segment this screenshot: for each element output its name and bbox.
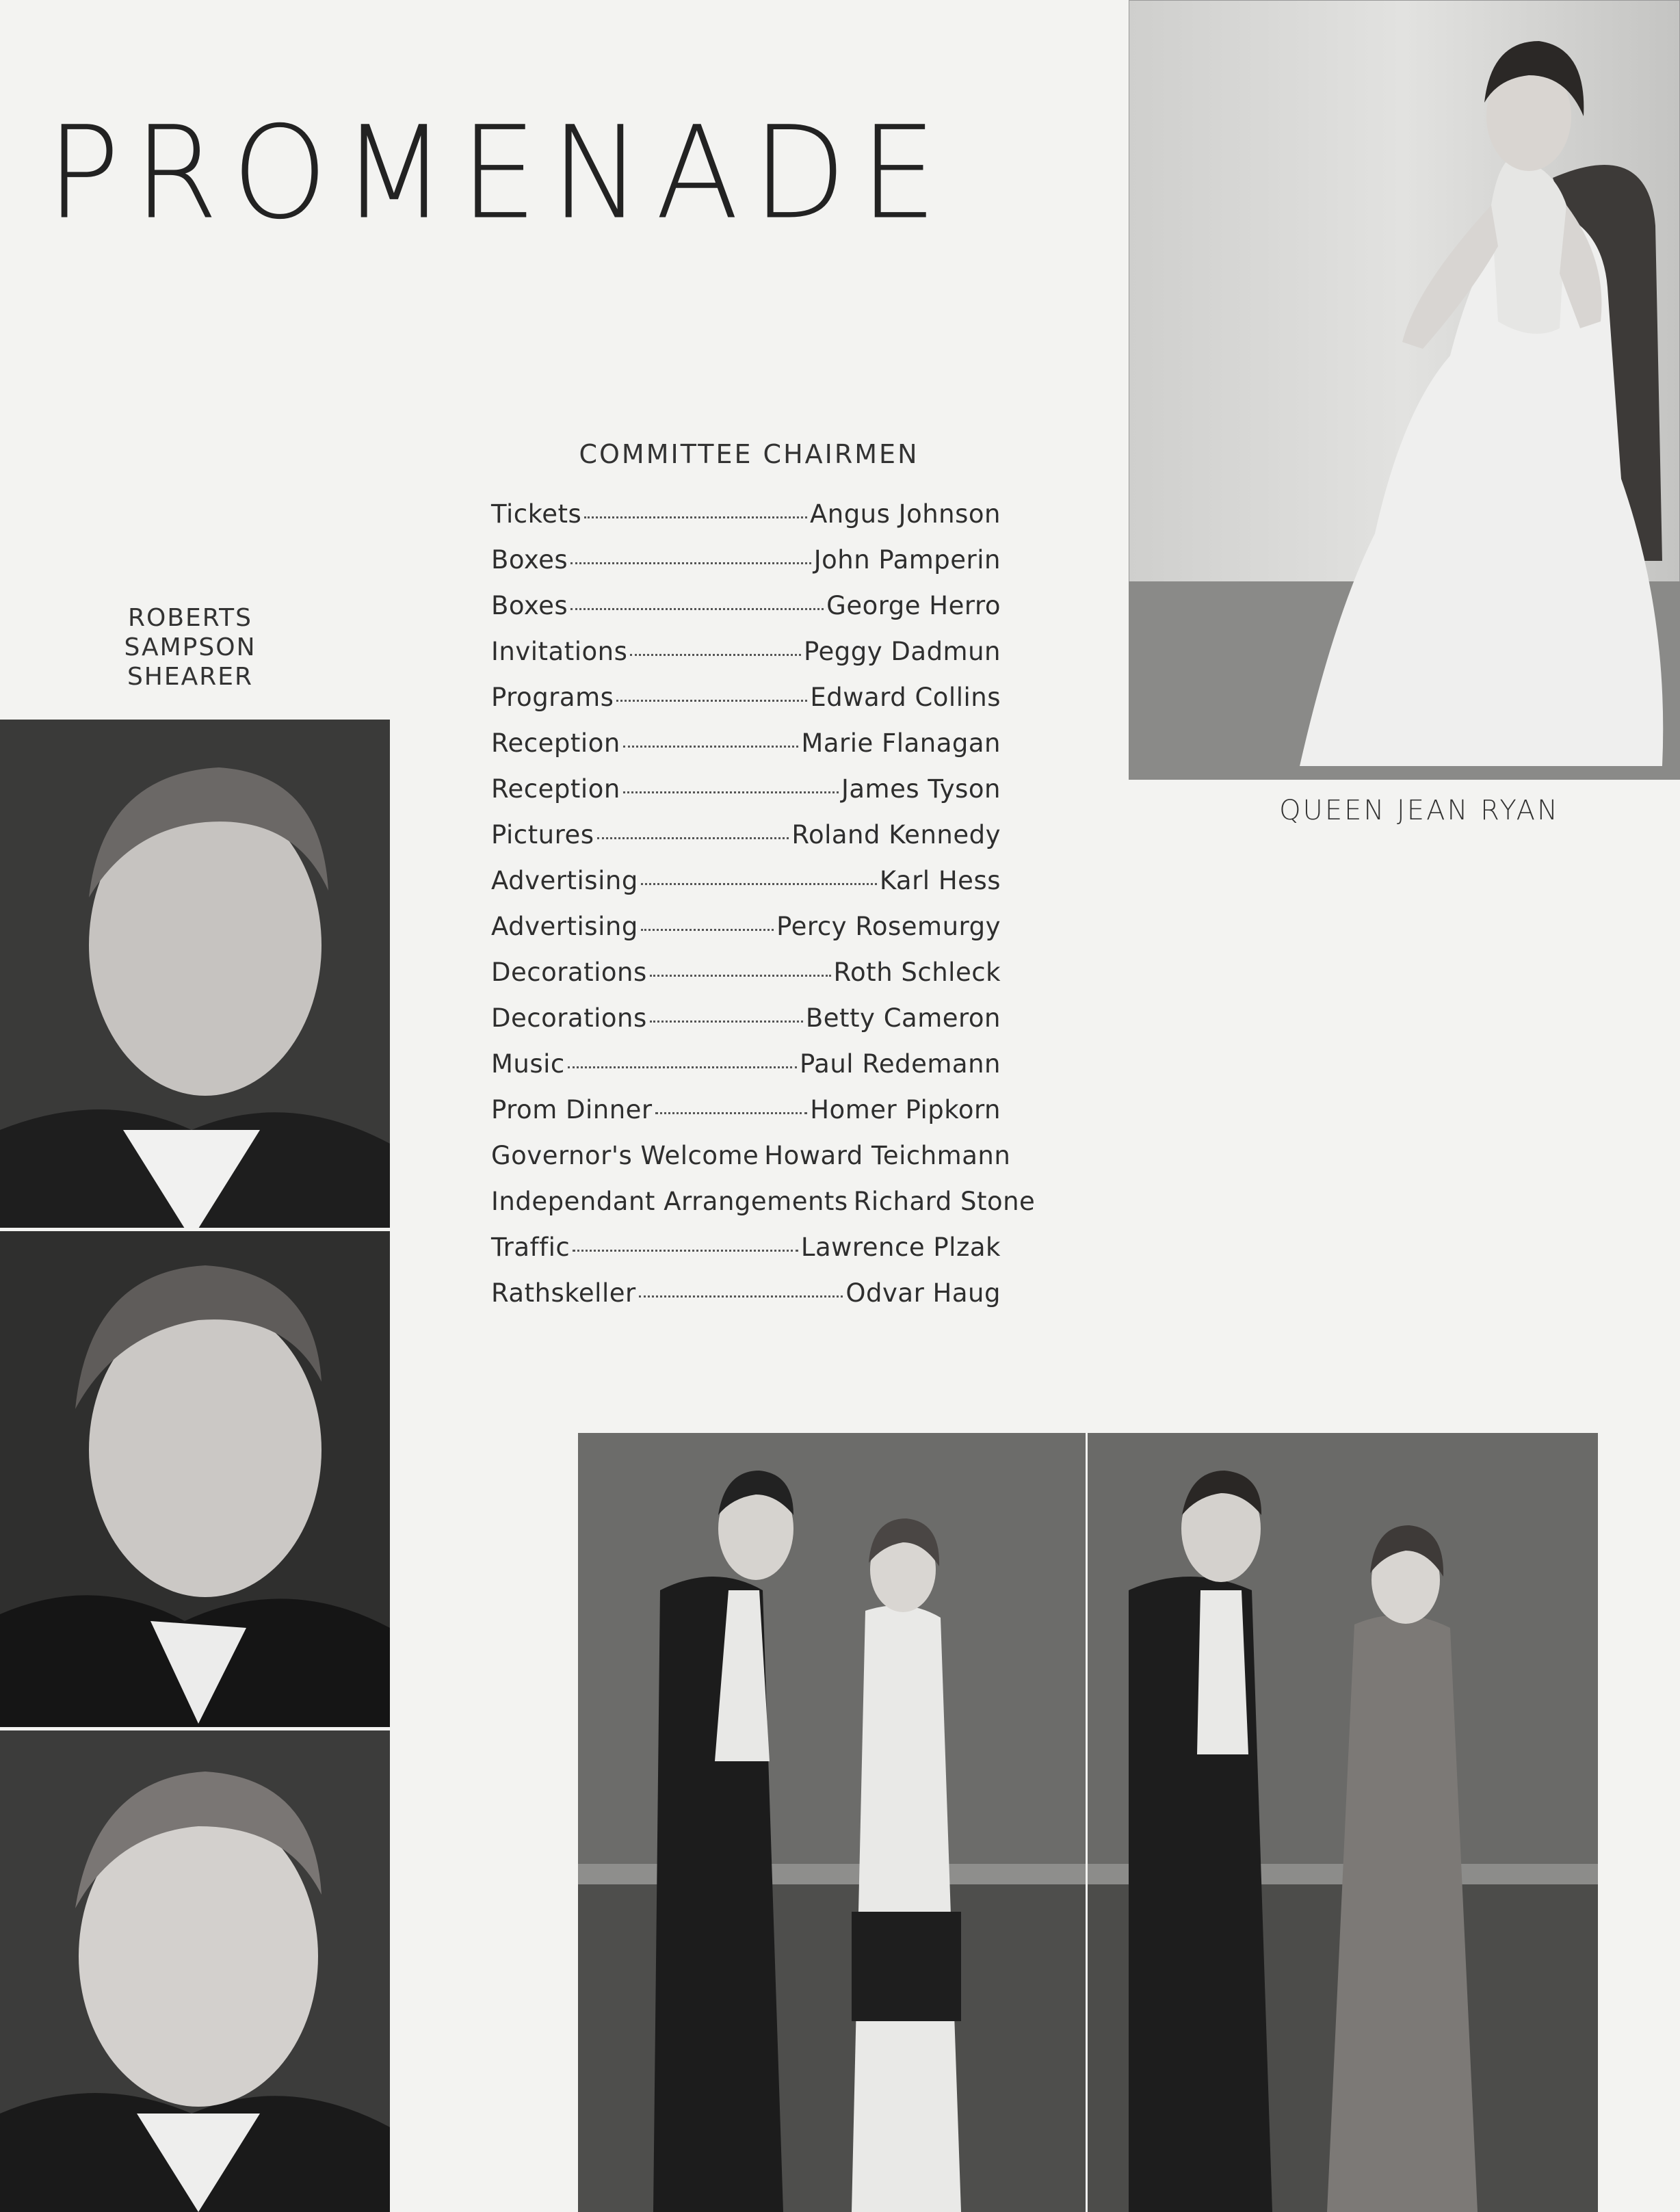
committee-row: [491, 1003, 1001, 1049]
committee-chairman: Peggy Dadmun: [804, 637, 1001, 666]
committee-row: [491, 820, 1001, 866]
committee-role: Decorations: [491, 1003, 647, 1033]
committee-chairman: John Pamperin: [813, 545, 1001, 575]
portrait-names: [96, 603, 285, 692]
portrait-name: SAMPSON: [124, 633, 257, 661]
committee-role: Tickets: [491, 499, 582, 529]
committee-role: Rathskeller: [491, 1278, 636, 1308]
portrait-photo-3: [0, 1730, 390, 2212]
dot-leader: [630, 654, 801, 656]
committee-chairman: Paul Redemann: [800, 1049, 1001, 1079]
couple-photo-2: [1088, 1433, 1598, 2212]
committee-row: [491, 1187, 1036, 1233]
committee-role: Reception: [491, 774, 620, 804]
committee-chairman: Lawrence Plzak: [800, 1233, 1001, 1262]
committee-role: Programs: [491, 683, 614, 712]
dot-leader: [639, 1295, 843, 1298]
committee-chairman: Karl Hess: [879, 866, 1001, 895]
committee-row: [491, 1141, 1011, 1187]
committee-role: Boxes: [491, 591, 568, 620]
dot-leader: [650, 975, 831, 977]
portrait-name: SHEARER: [127, 663, 254, 691]
committee-chairman: Roland Kennedy: [791, 820, 1001, 850]
committee-row: [491, 774, 1001, 820]
portrait-name: ROBERTS: [127, 604, 253, 632]
committee-row: [491, 637, 1001, 683]
committee-role: Invitations: [491, 637, 628, 666]
committee-heading: COMMITTEE CHAIRMEN: [579, 439, 919, 469]
committee-chairman: Odvar Haug: [845, 1278, 1001, 1308]
committee-chairman: Edward Collins: [810, 683, 1001, 712]
committee-role: Decorations: [491, 958, 647, 987]
committee-row: [491, 958, 1001, 1003]
dot-leader: [570, 562, 811, 564]
committee-chairman: Homer Pipkorn: [810, 1095, 1001, 1124]
committee-role: Advertising: [491, 912, 638, 941]
committee-chairman: Betty Cameron: [805, 1003, 1001, 1033]
queen-photo: [1129, 0, 1680, 780]
committee-role: Independant Arrangements: [491, 1187, 848, 1216]
portrait-photo-1: [0, 720, 390, 1228]
committee-row: [491, 1095, 1001, 1141]
committee-row: [491, 728, 1001, 774]
couple-photo-1: [578, 1433, 1086, 2212]
committee-row: [491, 1278, 1001, 1324]
dot-leader: [568, 1066, 797, 1068]
dot-leader: [641, 883, 877, 885]
committee-chairman: Richard Stone: [853, 1187, 1036, 1216]
dot-leader: [650, 1021, 803, 1023]
committee-chairman: George Herro: [826, 591, 1001, 620]
portrait-photo-2: [0, 1231, 390, 1727]
committee-role: Reception: [491, 728, 620, 758]
committee-chairman: Angus Johnson: [809, 499, 1001, 529]
committee-chairman: Marie Flanagan: [801, 728, 1001, 758]
dot-leader: [584, 516, 807, 518]
dot-leader: [623, 746, 799, 748]
queen-caption: QUEEN JEAN RYAN: [1279, 795, 1560, 826]
dot-leader: [623, 791, 839, 793]
committee-role: Governor's Welcome: [491, 1141, 759, 1170]
committee-chairman: Percy Rosemurgy: [776, 912, 1001, 941]
committee-row: [491, 545, 1001, 591]
dot-leader: [641, 929, 774, 931]
committee-row: [491, 912, 1001, 958]
committee-row: [491, 499, 1001, 545]
page-title: PROMENADE: [47, 98, 951, 248]
dot-leader: [597, 837, 789, 839]
committee-row: [491, 1049, 1001, 1095]
committee-row: [491, 591, 1001, 637]
committee-role: Traffic: [491, 1233, 570, 1262]
committee-role: Music: [491, 1049, 565, 1079]
committee-list: [491, 499, 1036, 1324]
committee-chairman: Howard Teichmann: [764, 1141, 1011, 1170]
committee-row: [491, 683, 1001, 728]
committee-role: Prom Dinner: [491, 1095, 653, 1124]
committee-role: Advertising: [491, 866, 638, 895]
committee-chairman: Roth Schleck: [833, 958, 1001, 987]
committee-row: [491, 866, 1001, 912]
committee-chairman: James Tyson: [841, 774, 1001, 804]
committee-role: Pictures: [491, 820, 594, 850]
dot-leader: [573, 1250, 798, 1252]
committee-role: Boxes: [491, 545, 568, 575]
committee-row: [491, 1233, 1001, 1278]
dot-leader: [616, 700, 807, 702]
dot-leader: [570, 608, 824, 610]
dot-leader: [655, 1112, 808, 1114]
